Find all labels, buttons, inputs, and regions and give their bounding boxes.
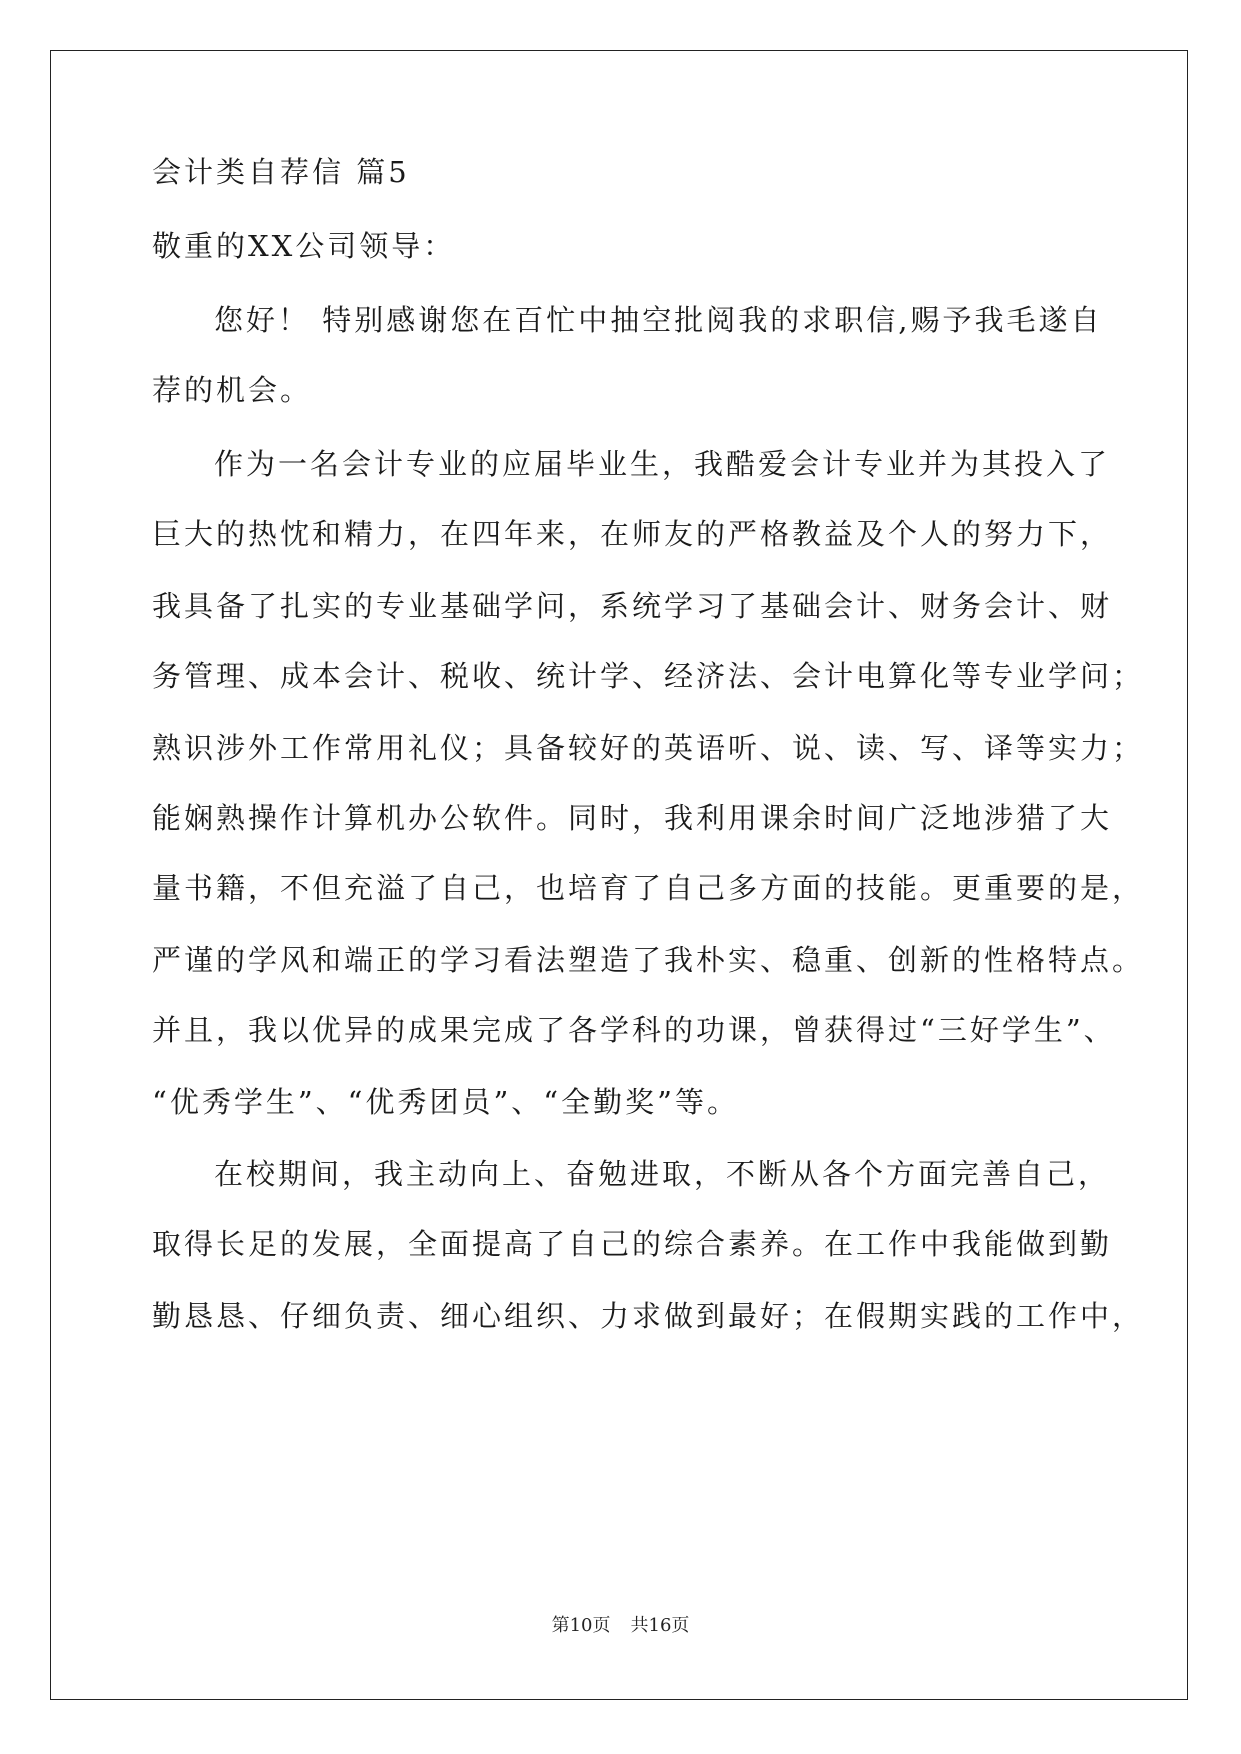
body-line: 并且，我以优异的成果完成了各学科的功课，曾获得过“三好学生”、 bbox=[152, 1013, 1116, 1047]
body-line: 务管理、成本会计、税收、统计学、经济法、会计电算化等专业学问； bbox=[152, 659, 1145, 693]
body-line: 严谨的学风和端正的学习看法塑造了我朴实、稳重、创新的性格特点。 bbox=[152, 943, 1145, 977]
body-line: 取得长足的发展，全面提高了自己的综合素养。在工作中我能做到勤 bbox=[152, 1227, 1113, 1261]
body-line: 作为一名会计专业的应届毕业生，我酷爱会计专业并为其投入了 bbox=[214, 447, 1111, 481]
document-heading: 会计类自荐信 篇5 bbox=[152, 155, 410, 189]
page-footer bbox=[0, 1614, 1241, 1638]
body-line: 勤恳恳、仔细负责、细心组织、力求做到最好；在假期实践的工作中， bbox=[152, 1299, 1145, 1333]
salutation: 敬重的XX公司领导： bbox=[152, 229, 456, 263]
body-line: “优秀学生”、“优秀团员”、“全勤奖”等。 bbox=[152, 1085, 739, 1119]
body-line: 量书籍，不但充溢了自己，也培育了自己多方面的技能。更重要的是， bbox=[152, 871, 1145, 905]
body-line: 我具备了扎实的专业基础学问，系统学习了基础会计、财务会计、财 bbox=[152, 589, 1113, 623]
body-line: 熟识涉外工作常用礼仪；具备较好的英语听、说、读、写、译等实力； bbox=[152, 731, 1145, 765]
body-line: 巨大的热忱和精力，在四年来，在师友的严格教益及个人的努力下， bbox=[152, 517, 1113, 551]
page-number-current: 第10页 bbox=[551, 1615, 611, 1636]
body-line: 荐的机会。 bbox=[152, 373, 313, 407]
body-line: 能娴熟操作计算机办公软件。同时，我利用课余时间广泛地涉猎了大 bbox=[152, 801, 1113, 835]
body-line: 您好！ 特别感谢您在百忙中抽空批阅我的求职信,赐予我毛遂自 bbox=[214, 303, 1103, 337]
body-line: 在校期间，我主动向上、奋勉进取，不断从各个方面完善自己， bbox=[214, 1157, 1111, 1191]
page-number-total: 共16页 bbox=[630, 1615, 690, 1636]
